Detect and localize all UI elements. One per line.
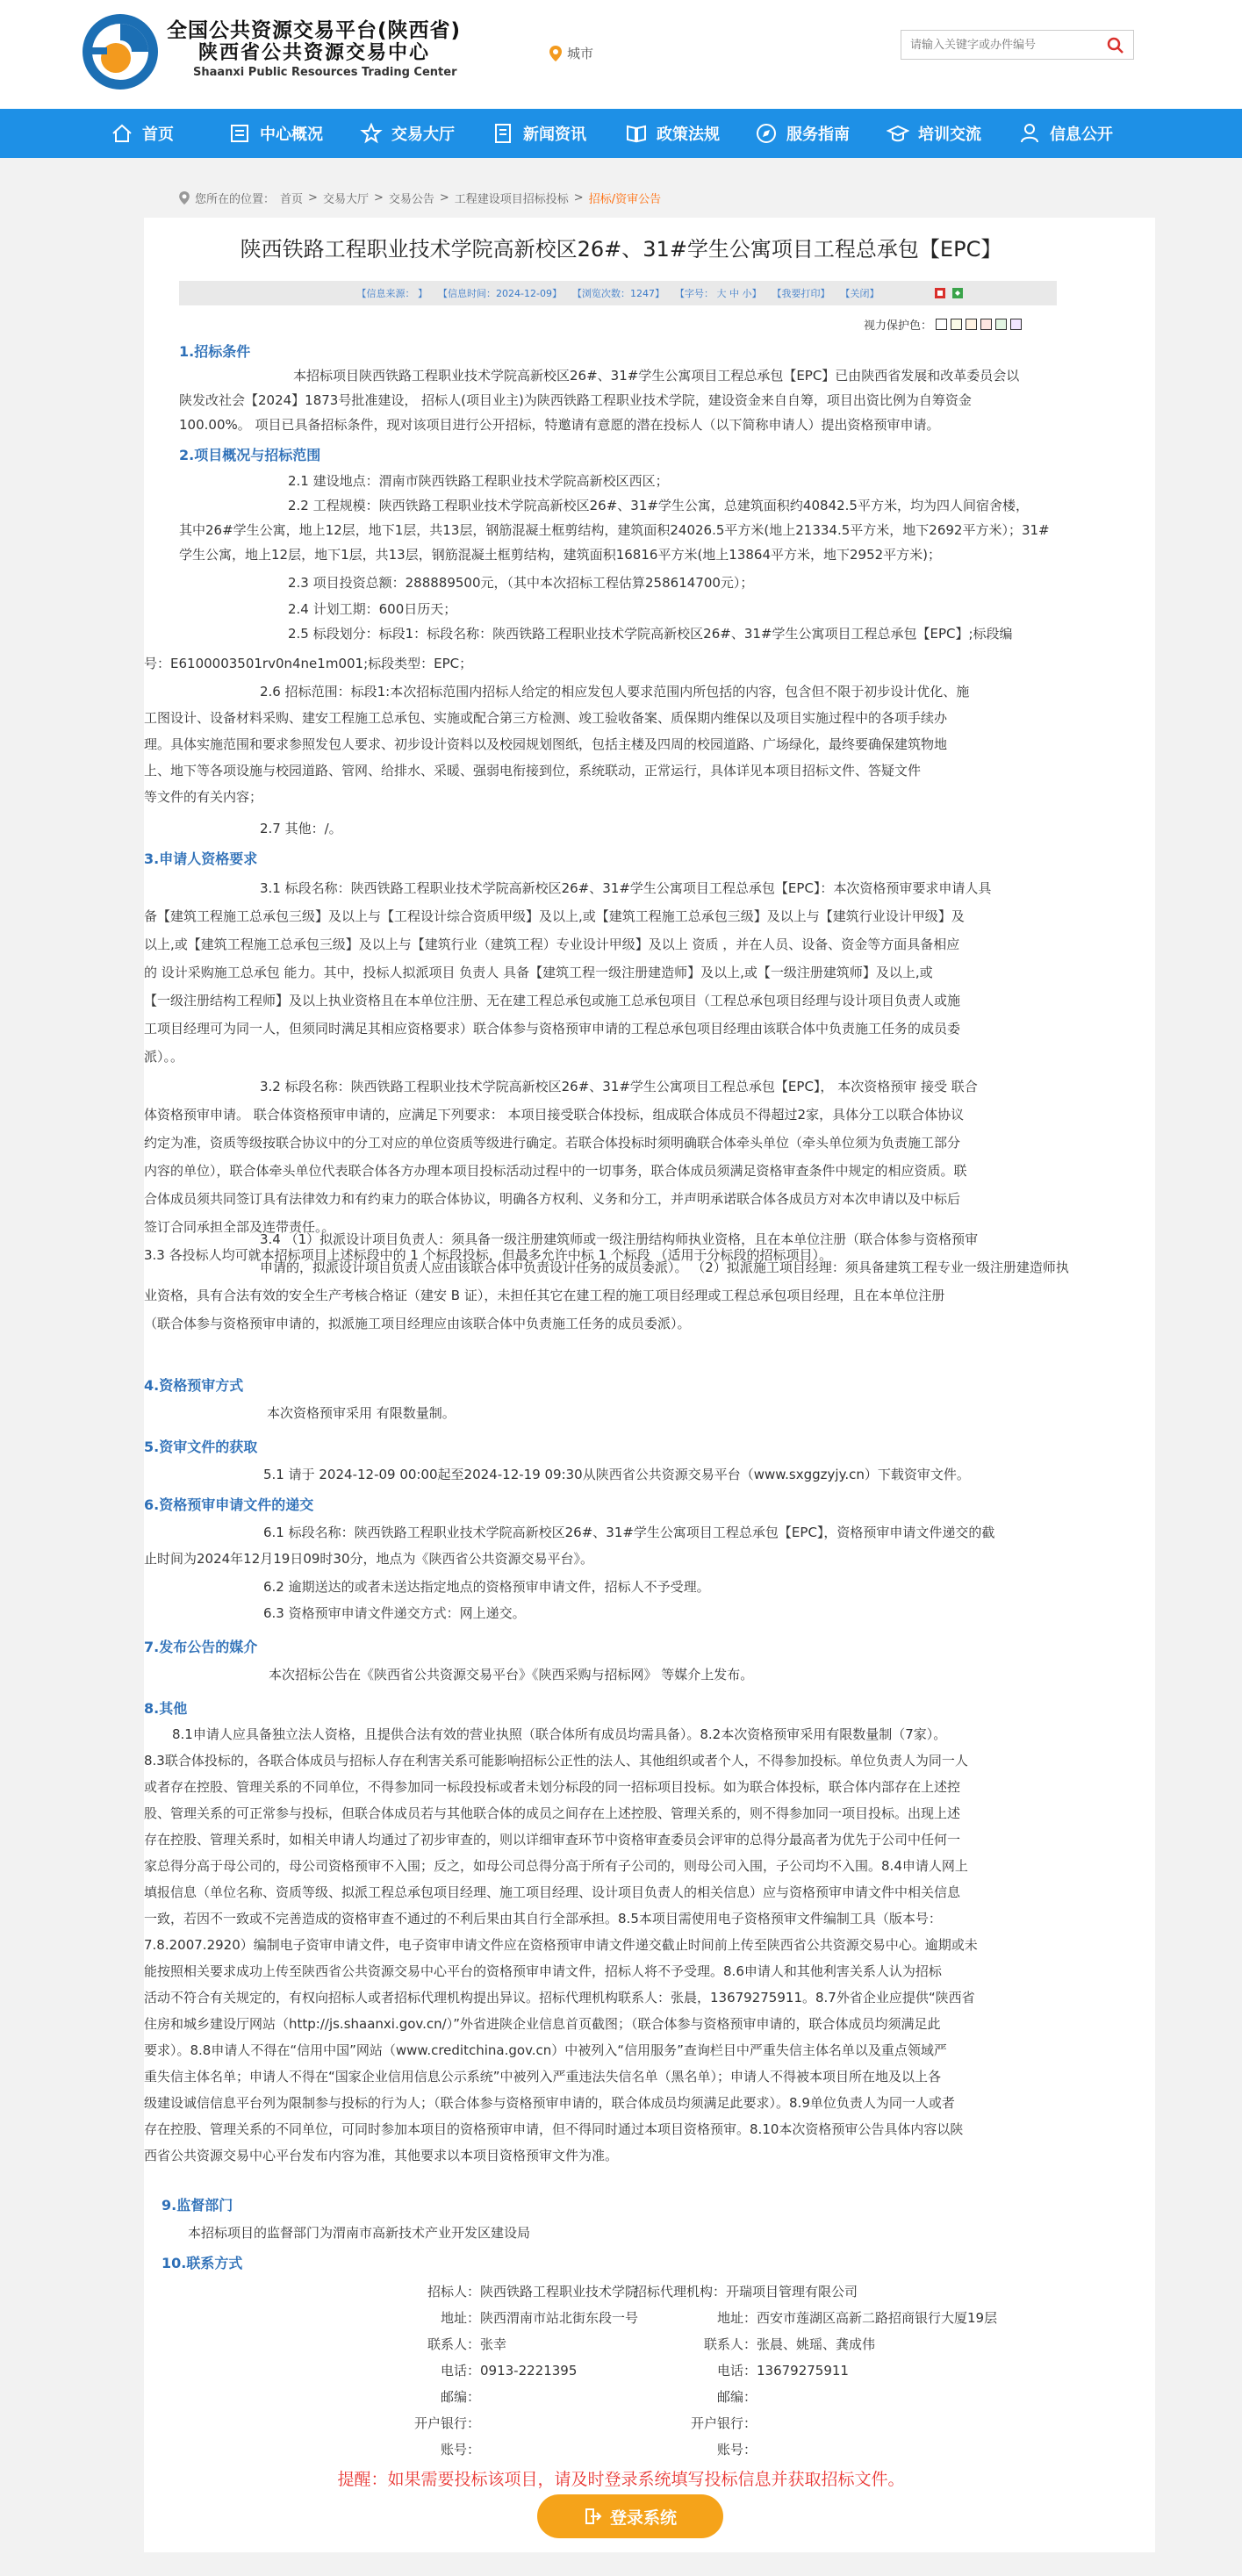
color-swatch[interactable]: [966, 319, 977, 330]
share-icon[interactable]: [951, 287, 964, 299]
book-icon: [625, 122, 648, 145]
paragraph-line: 2.6 招标范围：标段1:本次招标范围内招标人给定的相应发包人要求范围内所包括的内容，包含但不限于初步设计优化、施: [260, 684, 970, 700]
nav-label: 新闻资讯: [523, 126, 586, 144]
paragraph-line: 活动不符合有关规定的，有权向招标人或者招标代理机构提出异议。招标代理机构联系人：张晨，13679275911。8.7外省企业应提供“陕西省: [144, 1990, 975, 2006]
nav-item-news[interactable]: [492, 109, 586, 158]
breadcrumb-sep: >: [373, 191, 384, 205]
paragraph-line: 重失信主体名单；申请人不得在“国家企业信用信息公示系统”中被列入严重违法失信名单（黑名单）；申请人不得被本项目所在地及以上各: [144, 2069, 942, 2084]
nav-item-home[interactable]: [111, 109, 174, 158]
close-link[interactable]: 【关闭】: [840, 288, 879, 299]
paragraph-line: 约定为准，资质等级按联合协议中的分工对应的单位资质等级进行确定。若联合体投标时须明确联合体牵头单位（牵头单位须为负责施工部分: [144, 1135, 961, 1151]
location-pin-icon: [549, 46, 562, 61]
paragraph-line: 3.4 （1）拟派设计项目负责人：须具备一级注册建筑师或一级注册结构师执业资格，且在本单位注册（联合体参与资格预审: [260, 1231, 979, 1247]
paragraph-line: 家总得分高于母公司的，母公司资格预审不入围；反之，如母公司总得分高于所有子公司的，则母公司入围，子公司均不入围。8.4申请人网上: [144, 1858, 968, 1874]
search-input[interactable]: [910, 36, 1095, 54]
paragraph-line: 6.3 资格预审申请文件递交方式：网上递交。: [263, 1605, 526, 1621]
paragraph-line: 能按照相关要求成功上传至陕西省公共资源交易中心平台的资格预审申请文件，招标人将不予受理。8.6申请人和其他利害关系人认为招标: [144, 1963, 942, 1979]
nav-label: 交易大厅: [391, 126, 455, 144]
breadcrumb-sep: >: [439, 191, 449, 205]
paragraph-line: 2.4 计划工期：600日历天；: [288, 601, 457, 617]
contact-value: 陕西铁路工程职业技术学院: [480, 2284, 639, 2300]
logo-line2: 陕西省公共资源交易中心: [198, 42, 431, 64]
eye-protection-label: 视力保护色：: [864, 319, 933, 333]
paragraph-line: 5.1 请于 2024-12-09 00:00起至2024-12-19 09:30从陕西省公共资源交易平台（www.sxggzyjy.cn）下载资审文件。: [263, 1467, 970, 1482]
paragraph-line: 2.3 项目投资总额：288889500元，（其中本次招标工程估算258614700元）；: [288, 575, 754, 591]
nav-item-policy[interactable]: [625, 109, 720, 158]
paragraph-line: 学生公寓，地上12层，地下1层，共13层，钢筋混凝土框剪结构，建筑面积16816平方米(地上13864平方米，地下2952平方米)；: [179, 547, 942, 563]
section-heading: 9.监督部门: [162, 2197, 233, 2214]
section-heading: 6.资格预审申请文件的递交: [144, 1496, 314, 1513]
paragraph-line: 陕发改社会【2024】1873号批准建设， 招标人(项目业主)为陕西铁路工程职业技术学院，建设资金来自自筹，项目出资比例为自筹资金: [179, 392, 972, 408]
contact-value: 张幸: [480, 2336, 507, 2352]
paragraph-line: 本次资格预审采用 有限数量制。: [267, 1405, 456, 1421]
site-logo[interactable]: [81, 12, 160, 91]
section-heading: 10.联系方式: [162, 2255, 243, 2271]
paragraph-line: 业资格，具有合法有效的安全生产考核合格证（建安 B 证），未担任其它在建工程的施工项目经理或工程总承包项目经理，且在本单位注册: [144, 1288, 945, 1303]
breadcrumb-engineering[interactable]: 工程建设项目招标投标: [454, 193, 569, 206]
star-icon: [360, 122, 383, 145]
info-source: 【信息来源： 】: [356, 288, 428, 299]
contact-key: 邮编：: [716, 2389, 757, 2405]
paragraph-line: 【一级注册结构工程师】及以上执业资格且在本单位注册、无在建工程总承包或施工总承包项目（工程总承包项目经理与设计项目负责人或施: [144, 993, 961, 1008]
section-heading: 5.资审文件的获取: [144, 1439, 258, 1455]
contact-key: 电话：: [440, 2363, 480, 2379]
contact-key: 招标代理机构：: [633, 2284, 726, 2300]
nav-item-service-guide[interactable]: [755, 109, 850, 158]
contact-value: 0913-2221395: [480, 2363, 578, 2379]
paragraph-line: 工图设计、设备材料采购、建安工程施工总承包、实施或配合第三方检测、竣工验收备案、质保期内维保以及项目实施过程中的各项手续办: [144, 710, 948, 726]
breadcrumb-sep: >: [573, 191, 584, 205]
color-swatch[interactable]: [1010, 319, 1022, 330]
compass-icon: [755, 122, 778, 145]
paragraph-line: 一致，若因不一致或不完善造成的资格审查不通过的不利后果由其自行全部承担。8.5本项目需使用电子资格预审文件编制工具（版本号：: [144, 1911, 942, 1927]
paragraph-line: 7.8.2007.2920）编制电子资审申请文件，电子资审申请文件应在资格预审申请文件递交截止时间前上传至陕西省公共资源交易中心。逾期或未: [144, 1937, 978, 1953]
nav-label: 培训交流: [918, 126, 981, 144]
paragraph-line: 工项目经理可为同一人，但须同时满足其相应资格要求）联合体参与资格预审申请的工程总承包项目经理由该联合体中负责施工任务的成员委: [144, 1021, 961, 1037]
paragraph-line: 派）。。: [144, 1049, 184, 1065]
paragraph-line: 股、管理关系的可正常参与投标，但联合体成员若与其他联合体的成员之间存在上述控股、管理关系的，则不得参加同一项目投标。出现上述: [144, 1805, 961, 1821]
paragraph-line: 内容的单位），联合体牵头单位代表联合体各方办理本项目投标活动过程中的一切事务，联合体成员须满足资格审查条件中规定的相应资质。联: [144, 1163, 967, 1179]
paragraph-line: 本招标项目陕西铁路工程职业技术学院高新校区26#、31#学生公寓项目工程总承包【EPC】已由陕西省发展和改革委员会以: [293, 368, 1020, 384]
content-card: [144, 218, 1155, 2552]
paragraph-line: 8.3联合体投标的，各联合体成员与招标人存在利害关系可能影响招标公正性的法人、其他组织或者个人，不得参加投标。单位负责人为同一人: [144, 1753, 968, 1769]
page-title: 陕西铁路工程职业技术学院高新校区26#、31#学生公寓项目工程总承包【EPC】: [240, 237, 1002, 262]
city-selector[interactable]: [549, 44, 593, 62]
paragraph-line: 级建设诚信信息平台列为限制参与投标的行为人；（联合体参与资格预审申请的，联合体成员均须满足此要求）。8.9单位负责人为同一人或者: [144, 2095, 955, 2111]
paragraph-line: 本次招标公告在《陕西省公共资源交易平台》《陕西采购与招标网》 等媒介上发布。: [269, 1667, 754, 1683]
bid-reminder: 提醒：如果需要投标该项目，请及时登录系统填写投标信息并获取招标文件。: [337, 2470, 905, 2489]
paragraph-line: 存在控股、管理关系时，如相关申请人均通过了初步审查的，则以详细审查环节中资格审查委员会评审的总得分最高者为优先于公司中任何一: [144, 1832, 961, 1848]
paragraph-line: 100.00%。 项目已具备招标条件，现对该项目进行公开招标，特邀请有意愿的潜在投标人（以下简称申请人）提出资格预审申请。: [179, 417, 940, 433]
paragraph-line: 6.1 标段名称：陕西铁路工程职业技术学院高新校区26#、31#学生公寓项目工程总承包【EPC】，资格预审申请文件递交的截: [263, 1525, 995, 1540]
document-icon: [492, 122, 514, 145]
contact-value: 张晨、姚瑶、龚成伟: [757, 2336, 876, 2352]
site-header: [0, 0, 1242, 109]
paragraph-line: 上、地下等各项设施与校园道路、管网、给排水、采暖、强弱电衔接到位，系统联动，正常运行，具体详见本项目招标文件、答疑文件: [144, 763, 922, 779]
home-icon: [111, 122, 133, 145]
paragraph-line: 3.1 标段名称：陕西铁路工程职业技术学院高新校区26#、31#学生公寓项目工程总承包【EPC】：本次资格预审要求申请人具: [260, 880, 992, 896]
paragraph-line: 其中26#学生公寓，地上12层，地下1层，共13层，钢筋混凝土框剪结构，建筑面积24026.5平方米(地上21334.5平方米，地下2692平方米）；31#: [179, 522, 1050, 538]
location-pin-icon: [179, 191, 190, 205]
nav-item-trading-hall[interactable]: [360, 109, 455, 158]
section-heading: 3.申请人资格要求: [144, 850, 258, 867]
font-size-control[interactable]: 【字号： 大 中 小】: [674, 288, 762, 299]
nav-label: 首页: [142, 126, 174, 144]
login-icon: [584, 2507, 603, 2526]
nav-item-training[interactable]: [887, 109, 981, 158]
nav-label: 中心概况: [260, 126, 323, 144]
contact-key: 账号：: [440, 2442, 480, 2458]
paragraph-line: 2.5 标段划分：标段1：标段名称：陕西铁路工程职业技术学院高新校区26#、31#学生公寓项目工程总承包【EPC】;标段编: [288, 626, 1013, 642]
section-heading: 8.其他: [144, 1700, 188, 1717]
paragraph-line: 合体成员须共同签订具有法律效力和有约束力的联合体协议，明确各方权利、义务和分工，并声明承诺联合体各成员方对本次申请以及中标后: [144, 1191, 961, 1207]
section-heading: 7.发布公告的媒介: [144, 1639, 258, 1655]
contact-value: 13679275911: [757, 2363, 849, 2379]
breadcrumb-prefix: 您所在的位置：: [195, 193, 276, 206]
nav-label: 服务指南: [786, 126, 850, 144]
logo-line1: 全国公共资源交易平台(陕西省): [167, 19, 462, 42]
graduation-cap-icon: [887, 122, 909, 145]
nav-item-info-public[interactable]: [1018, 109, 1113, 158]
main-nav: [0, 109, 1242, 158]
nav-label: 信息公开: [1050, 126, 1113, 144]
paragraph-line: 住房和城乡建设厅网站（http://js.shaanxi.gov.cn/）”外省进陕企业信息首页截图；（联合体参与资格预审申请的，联合体成员均须满足此: [144, 2016, 941, 2032]
contact-key: 电话：: [716, 2363, 757, 2379]
section-heading: 4.资格预审方式: [144, 1377, 244, 1394]
nav-label: 政策法规: [657, 126, 720, 144]
search-box: [901, 30, 1134, 60]
paragraph-line: 备【建筑工程施工总承包三级】及以上与【工程设计综合资质甲级】及以上,或【建筑工程施工总承包三级】及以上与【建筑行业设计甲级】及: [144, 908, 965, 924]
color-swatch[interactable]: [936, 319, 947, 330]
paragraph-line: 2.7 其他：/。: [260, 821, 342, 836]
person-icon: [1018, 122, 1041, 145]
eye-protection-colors: [864, 316, 1022, 333]
paragraph-line: 等文件的有关内容；: [144, 789, 263, 805]
login-button-label: 登录系统: [609, 2508, 677, 2528]
contact-key: 招标人：: [427, 2284, 480, 2300]
contact-key: 地址：: [440, 2310, 480, 2326]
building-icon: [228, 122, 251, 145]
paragraph-line: 6.2 逾期送达的或者未送达指定地点的资格预审申请文件，招标人不予受理。: [263, 1579, 710, 1595]
paragraph-line: 的 设计采购施工总承包 能力。其中，投标人拟派项目 负责人 具备【建筑工程一级注册建造师】及以上,或【一级注册建筑师】及以上,或: [144, 965, 933, 980]
paragraph-line: 本招标项目的监督部门为渭南市高新技术产业开发区建设局: [188, 2225, 531, 2241]
breadcrumb-current: 招标/资审公告: [588, 193, 662, 206]
print-link[interactable]: 【我要打印】: [772, 288, 830, 299]
breadcrumb-home[interactable]: 首页: [280, 193, 304, 206]
breadcrumb-announcements[interactable]: 交易公告: [388, 193, 434, 206]
color-swatch[interactable]: [951, 319, 962, 330]
contact-key: 账号：: [716, 2442, 757, 2458]
section-heading: 2.项目概况与招标范围: [179, 447, 321, 463]
paragraph-line: 填报信息（单位名称、资质等级、拟派工程总承包项目经理、施工项目经理、设计项目负责人的相关信息）应与资格预审申请文件中相关信息: [144, 1884, 961, 1900]
breadcrumb-trading-hall[interactable]: 交易大厅: [322, 193, 369, 206]
paragraph-line: 签订合同承担全部及连带责任。。: [144, 1219, 335, 1235]
paragraph-line: 以上,或【建筑工程施工总承包三级】及以上与【建筑行业（建筑工程）专业设计甲级】及以上 资质 ，并在人员、设备、资金等方面具备相应: [144, 936, 960, 952]
city-label: 城市: [567, 46, 594, 61]
print-icon[interactable]: [934, 287, 946, 299]
paragraph-line: （联合体参与资格预审申请的，拟派施工项目经理应由该联合体中负责施工任务的成员委派）。: [144, 1316, 691, 1331]
color-swatch[interactable]: [995, 319, 1007, 330]
search-icon[interactable]: [1107, 37, 1124, 54]
paragraph-line: 存在控股、管理关系的不同单位，可同时参加本项目的资格预审申请，但不得同时通过本项目资格预审。8.10本次资格预审公告具体内容以陕: [144, 2121, 964, 2137]
breadcrumb-sep: >: [308, 191, 318, 205]
paragraph-line: 8.1申请人应具备独立法人资格，且提供合法有效的营业执照（联合体所有成员均需具备）。8.2本次资格预审采用有限数量制（7家）。: [172, 1726, 947, 1742]
info-bar: [179, 281, 1057, 305]
paragraph-line: 3.3 各投标人均可就本招标项目上述标段中的 1 个标段投标，但最多允许中标 1 个标段 （适用于分标段的招标项目）。: [144, 1247, 833, 1263]
contact-key: 地址：: [716, 2310, 757, 2326]
contact-value: 开瑞项目管理有限公司: [726, 2284, 858, 2300]
paragraph-line: 2.1 建设地点：渭南市陕西铁路工程职业技术学院高新校区西区；: [288, 473, 669, 489]
contact-key: 联系人：: [703, 2336, 757, 2352]
section-heading: 1.招标条件: [179, 343, 251, 360]
paragraph-line: 止时间为2024年12月19日09时30分，地点为《陕西省公共资源交易平台》。: [144, 1551, 594, 1567]
logo-line3: Shaanxi Public Resources Trading Center: [193, 66, 457, 79]
paragraph-line: 申请的，拟派设计项目负责人应由该联合体中负责设计任务的成员委派）。 （2）拟派施工项目经理：须具备建筑工程专业一级注册建造师执: [260, 1259, 1069, 1275]
paragraph-line: 号：E6100003501rv0n4ne1m001;标段类型：EPC；: [144, 656, 473, 671]
paragraph-line: 理。具体实施范围和要求参照发包人要求、初步设计资料以及校园规划图纸，包括主楼及四周的校园道路、广场绿化，最终要确保建筑物地: [144, 736, 948, 752]
logo-text: [167, 19, 461, 81]
paragraph-line: 体资格预审申请。 联合体资格预审申请的，应满足下列要求： 本项目接受联合体投标，组成联合体成员不得超过2家，具体分工以联合体协议: [144, 1107, 965, 1123]
paragraph-line: 或者存在控股、管理关系的不同单位，不得参加同一标段投标或者未划分标段的同一招标项目投标。如为联合体投标，联合体内部存在上述控: [144, 1779, 961, 1795]
contact-key: 开户银行：: [413, 2415, 480, 2431]
login-button[interactable]: [537, 2494, 723, 2538]
info-time: 【信息时间：2024-12-09】: [438, 288, 562, 299]
nav-item-overview[interactable]: [228, 109, 323, 158]
contact-value: 陕西渭南市站北街东段一号: [480, 2310, 639, 2326]
contact-key: 联系人：: [427, 2336, 480, 2352]
contact-value: 西安市莲湖区高新二路招商银行大厦19层: [757, 2310, 998, 2326]
breadcrumb: [179, 190, 661, 206]
color-swatch[interactable]: [980, 319, 992, 330]
paragraph-line: 2.2 工程规模：陕西铁路工程职业技术学院高新校区26#、31#学生公寓，总建筑面积约40842.5平方米，均为四人间宿舍楼，: [288, 498, 1029, 513]
info-views: 【浏览次数：1247】: [571, 288, 664, 299]
paragraph-line: 西省公共资源交易中心平台发布内容为准，其他要求以本项目资格预审文件为准。: [144, 2148, 619, 2163]
contact-key: 开户银行：: [690, 2415, 757, 2431]
paragraph-line: 3.2 标段名称：陕西铁路工程职业技术学院高新校区26#、31#学生公寓项目工程总承包【EPC】， 本次资格预审 接受 联合: [260, 1079, 978, 1094]
contact-key: 邮编：: [440, 2389, 480, 2405]
paragraph-line: 要求）。8.8申请人不得在“信用中国”网站（www.creditchina.gov.cn）中被列入“信用服务”查询栏目中严重失信主体名单以及重点领域严: [144, 2042, 947, 2058]
